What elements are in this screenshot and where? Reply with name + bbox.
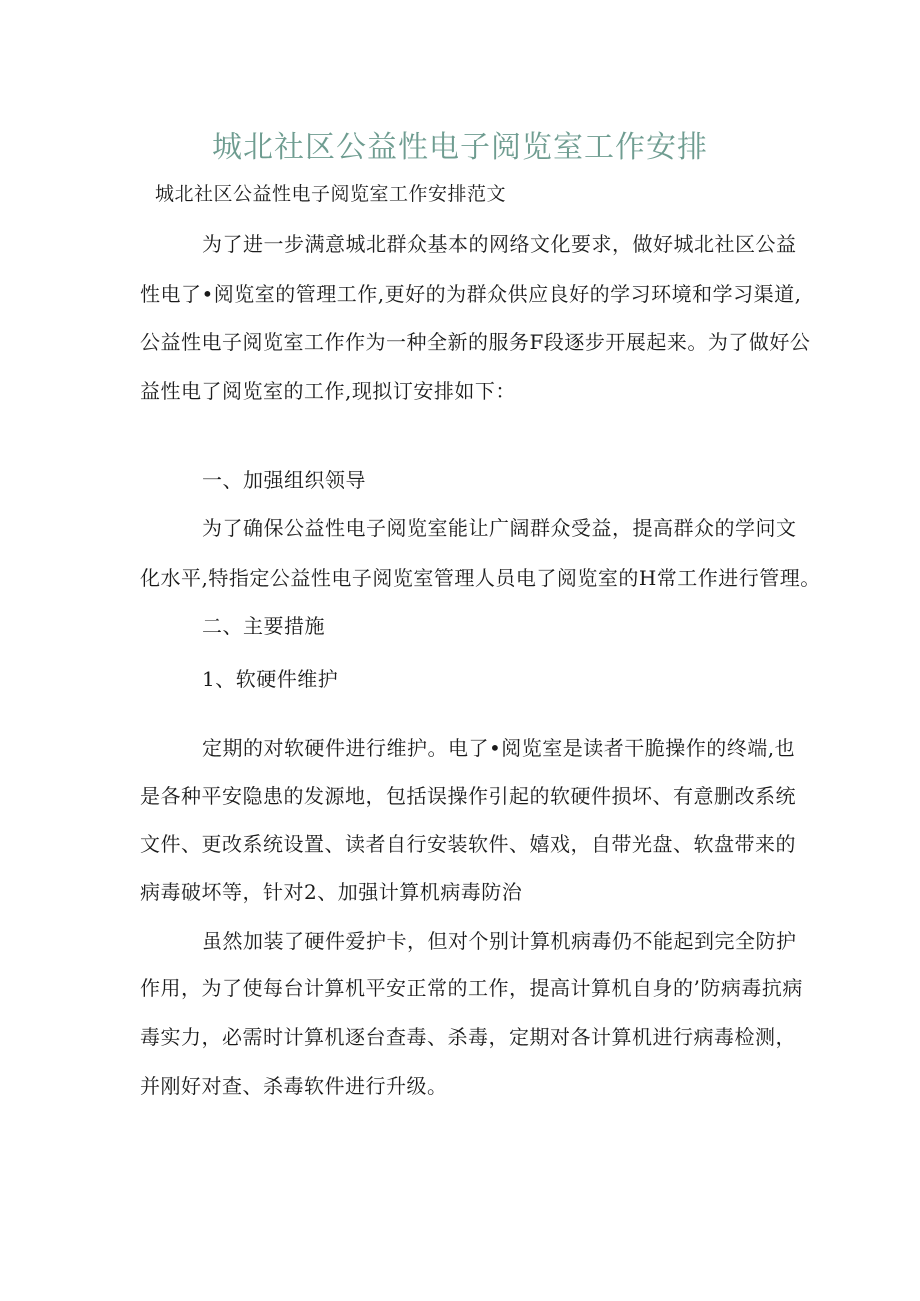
sub1-line-1: 定期的对软硬件进行维护。电了•阅览室是读者干脆操作的终端,也 [202,736,796,760]
sub1-line-2: 是各种平安隐患的发源地，包括误操作引起的软硬件损坏、有意删改系统 [140,784,796,808]
section1-line-2: 化水平,特指定公益性电子阅览室管理人员电了阅览室的H常工作进行管理。 [140,566,821,590]
sub1-line-3: 文件、更改系统设置、读者自行安装软件、嬉戏，自带光盘、软盘带来的 [140,832,796,856]
section1-line-1: 为了确保公益性电子阅览室能让广阔群众受益，提高群众的学问文 [202,516,797,540]
intro-line-3: 公益性电子阅览室工作作为一种全新的服务F段逐步开展起来。为了做好公 [140,330,811,354]
section1-heading: 一、加强组织领导 [202,468,366,492]
sub2-line-3: 毒实力，必需时计算机逐台查毒、杀毒，定期对各计算机进行病毒检测， [140,1025,796,1049]
sub2-line-2: 作用，为了使每台计算机平安正常的工作，提高计算机自身的’防病毒抗病 [140,976,803,1000]
page-title: 城北社区公益性电子阅览室工作安排 [212,130,708,165]
sub1-heading: 1、软硬件维护 [202,667,339,691]
sub2-line-1: 虽然加装了硬件爱护卡，但对个别计算机病毒仍不能起到完全防护 [202,929,797,953]
sub2-line-4: 并刚好对查、杀毒软件进行升级。 [140,1074,448,1098]
document-subtitle: 城北社区公益性电子阅览室工作安排范文 [155,183,507,205]
intro-line-4: 益性电了阅览室的工作,现拟订安排如下： [140,379,516,403]
intro-line-2: 性电了•阅览室的管理工作,更好的为群众供应良好的学习环境和学习渠道, [140,282,802,306]
intro-line-1: 为了进一步满意城北群众基本的网络文化要求，做好城北社区公益 [202,232,797,256]
sub1-line-4: 病毒破坏等，针对2、加强计算机病毒防治 [140,880,523,904]
section2-heading: 二、主要措施 [202,614,325,638]
